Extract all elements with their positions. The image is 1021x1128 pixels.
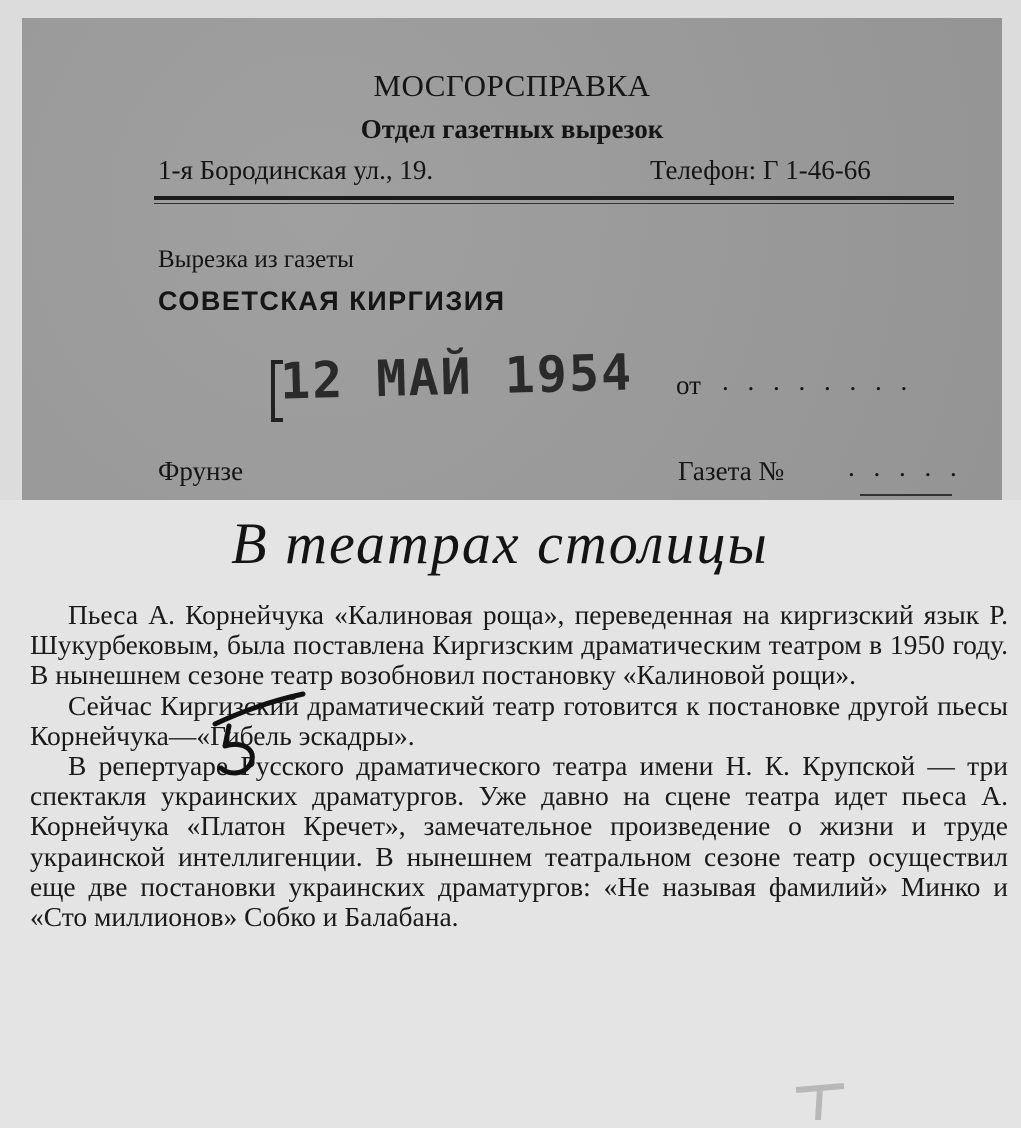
newspaper-name: СОВЕТСКАЯ КИРГИЗИЯ bbox=[158, 286, 506, 316]
agency-title: МОСГОРСПРАВКА bbox=[373, 68, 651, 103]
header-divider-thin bbox=[154, 203, 954, 204]
date-stamp: 12 МАЙ 1954 bbox=[279, 343, 634, 411]
article-headline: В театрах столицы bbox=[231, 511, 769, 576]
date-blank-dots: . . . . . . . . bbox=[722, 366, 914, 396]
city-label: Фрунзе bbox=[158, 456, 244, 486]
department-subtitle: Отдел газетных вырезок bbox=[360, 114, 664, 144]
article-paragraph: Сейчас Киргизский драматический театр готовится к постановке другой пьесы Корнейчука—«Гибель эскадры». bbox=[30, 689, 1008, 751]
agency-address: 1-я Бородинская ул., 19. bbox=[158, 155, 434, 185]
gazeta-number-label: Газета № bbox=[678, 456, 785, 486]
article-body bbox=[30, 600, 1008, 932]
article-paragraph: Пьеса А. Корнейчука «Калиновая роща», переведенная на киргизский язык Р. Шукурбековым, была поставлена Киргизским драматическим театром в 1950 году. В нынешнем сезоне театр возобновил постановку «Калиновой рощи». bbox=[30, 599, 1008, 691]
handwritten-number-mark bbox=[205, 690, 315, 780]
gazeta-number-dots: . . . . . bbox=[848, 452, 963, 482]
faint-bleed-mark bbox=[790, 1080, 850, 1124]
header-divider bbox=[154, 196, 954, 200]
clipping-service-card bbox=[22, 18, 1002, 500]
agency-phone: Телефон: Г 1-46-66 bbox=[650, 155, 871, 185]
from-label: от bbox=[676, 370, 701, 400]
newspaper-clipping bbox=[0, 500, 1021, 1128]
gazeta-number-line bbox=[860, 494, 952, 496]
cut-from-label: Вырезка из газеты bbox=[158, 246, 354, 273]
article-paragraph: В репертуаре Русского драматического театра имени Н. К. Крупской — три спектакля украинских драматургов. Уже давно на сцене театра идет пьеса А. Корнейчука «Платон Кречет», замечательное произведение о жизни и труде украинской интеллигенции. В нынешнем театральном сезоне театр осуществил еще две постановки украинских драматургов: «Не называя фамилий» Минко и «Сто миллионов» Собко и Балабана. bbox=[30, 750, 1008, 933]
